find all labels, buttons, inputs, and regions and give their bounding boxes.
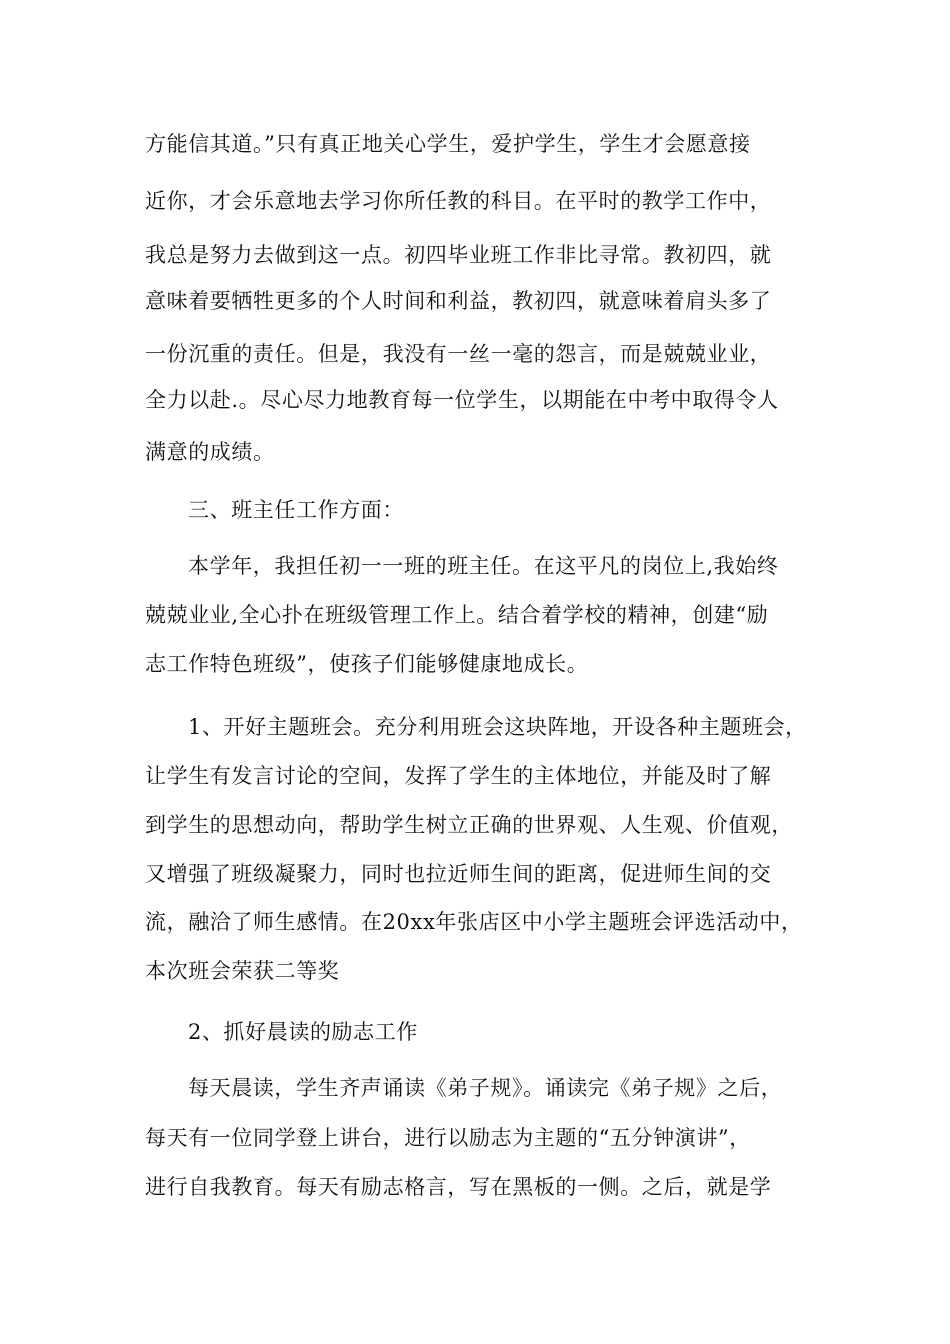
text-line: 又增强了班级凝聚力，同时也拉近师生间的距离，促进师生间的交 (145, 862, 772, 886)
text-line: 让学生有发言讨论的空间，发挥了学生的主体地位，并能及时了解 (145, 764, 772, 788)
text-line: 我总是努力去做到这一点。初四毕业班工作非比寻常。教初四，就 (145, 243, 772, 267)
text-line: 意味着要牺牲更多的个人时间和利益，教初四，就意味着肩头多了 (145, 289, 772, 313)
text-line: 志工作特色班级”，使孩子们能够健康地成长。 (145, 652, 589, 676)
section-heading: 三、班主任工作方面： (188, 498, 404, 522)
text-line: 1、开好主题班会。充分利用班会这块阵地，开设各种主题班会， (188, 715, 807, 739)
text-line: 流，融洽了师生感情。在20xx年张店区中小学主题班会评选活动中， (145, 910, 803, 934)
text-line: 本次班会荣获二等奖 (145, 959, 340, 983)
text-line: 进行自我教育。每天有励志格言，写在黑板的一侧。之后，就是学 (145, 1175, 772, 1199)
text-line: 全力以赴.。尽心尽力地教育每一位学生，以期能在中考中取得令人 (145, 388, 779, 412)
text-line: 每天有一位同学登上讲台，进行以励志为主题的“五分钟演讲”， (145, 1126, 751, 1150)
text-line: 每天晨读，学生齐声诵读《弟子规》。诵读完《弟子规》之后， (188, 1076, 783, 1100)
text-line: 方能信其道。”只有真正地关心学生，爱护学生，学生才会愿意接 (145, 132, 751, 156)
subsection-heading: 2、抓好晨读的励志工作 (188, 1020, 418, 1044)
text-line: 满意的成绩。 (145, 440, 275, 464)
text-line: 近你，才会乐意地去学习你所任教的科目。在平时的教学工作中， (145, 189, 772, 213)
text-line: 到学生的思想动向，帮助学生树立正确的世界观、人生观、价值观， (145, 813, 793, 837)
text-line: 本学年，我担任初一一班的班主任。在这平凡的岗位上,我始终 (188, 554, 779, 578)
text-line: 一份沉重的责任。但是，我没有一丝一毫的怨言，而是兢兢业业， (145, 342, 772, 366)
text-line: 兢兢业业,全心扑在班级管理工作上。结合着学校的精神，创建“励 (145, 603, 769, 627)
